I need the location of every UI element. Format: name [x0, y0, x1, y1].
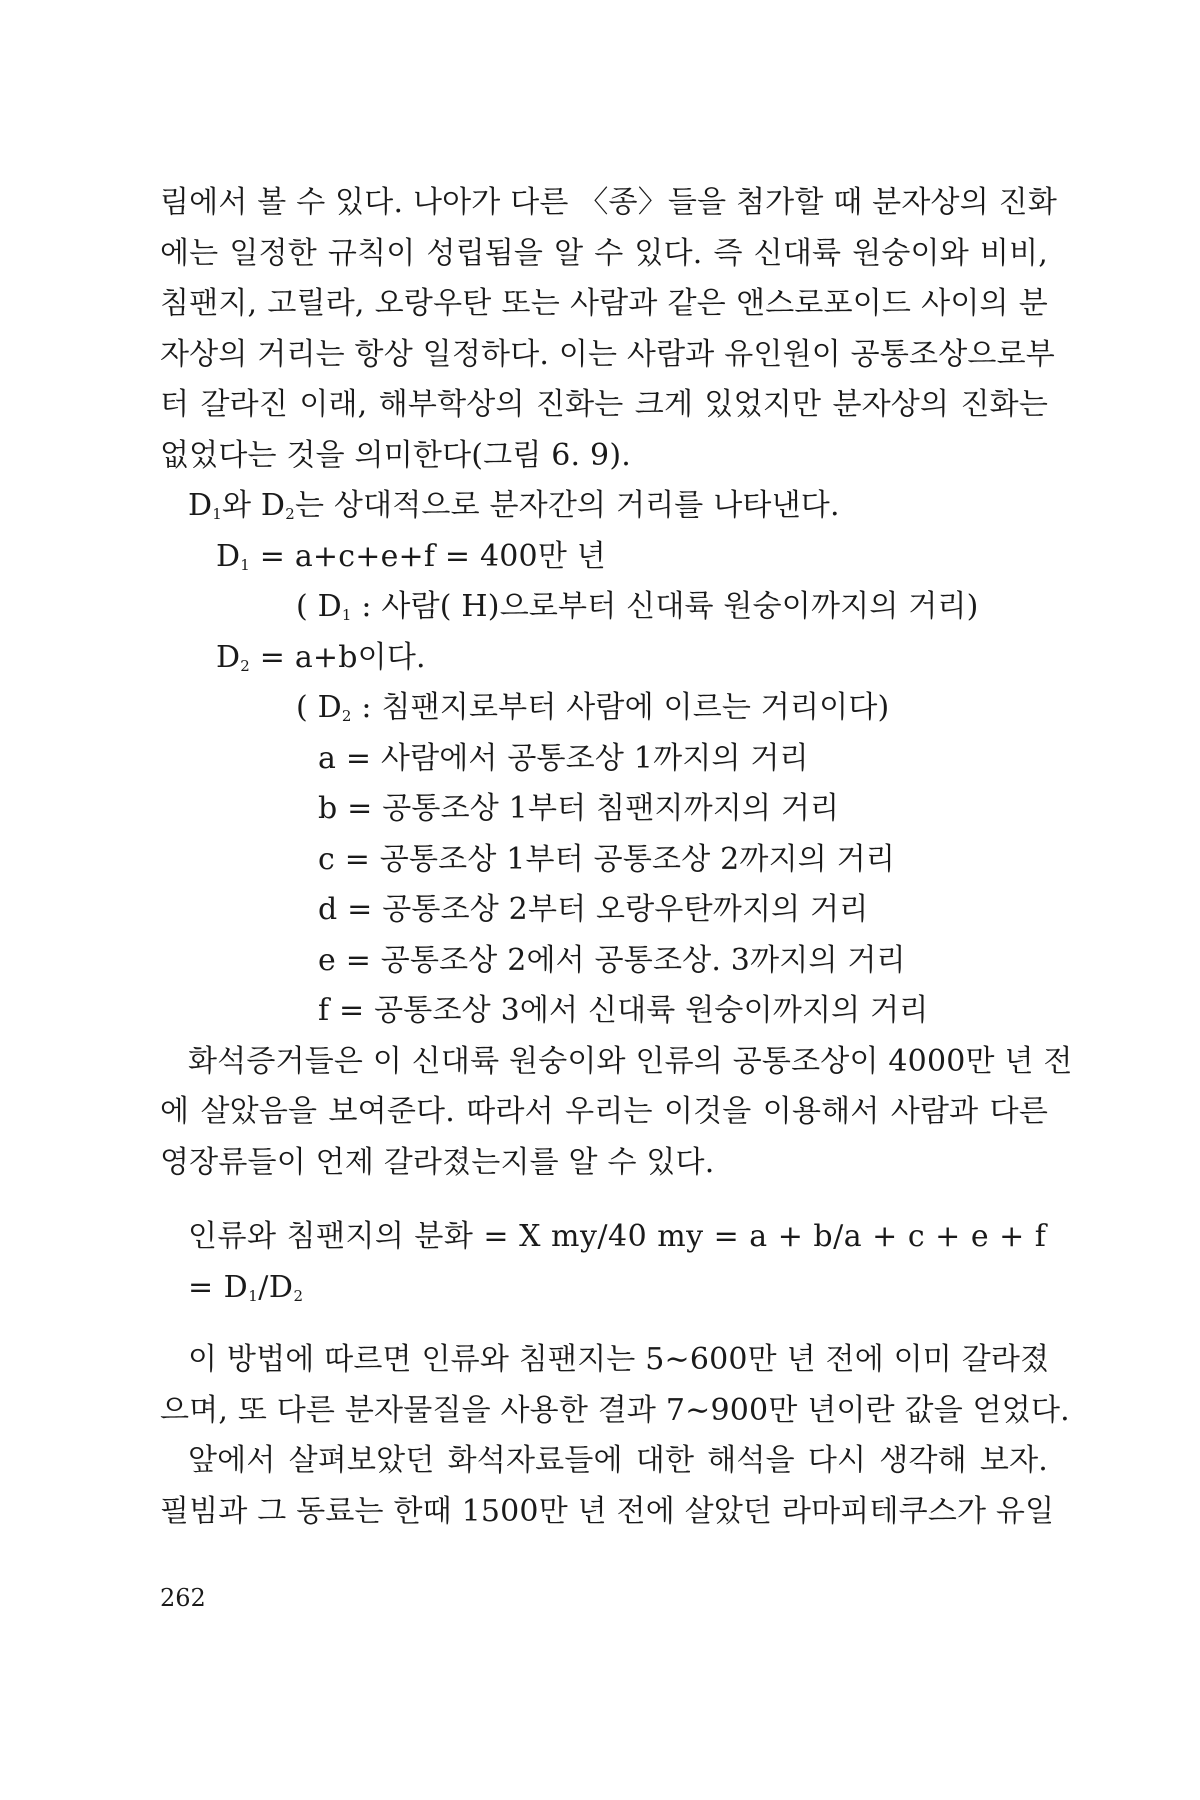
- text-span: = D: [188, 1269, 249, 1305]
- equation-text: = a+b이다.: [250, 639, 426, 675]
- definition-item: e = 공통조상 2에서 공통조상. 3까지의 거리: [318, 942, 906, 978]
- definition-item: a = 사람에서 공통조상 1까지의 거리: [318, 740, 809, 776]
- d2-note: [160, 683, 1048, 734]
- paragraph-1: [160, 178, 1057, 481]
- text-span: ( D: [296, 589, 342, 624]
- definition-item: b = 공통조상 1부터 침팬지까지의 거리: [318, 791, 840, 826]
- d1-equation: [160, 532, 1048, 583]
- symbol-d: D: [216, 538, 241, 574]
- formula-line: 인류와 침팬지의 분화 = X my/40 my = a + b/a + c + e + f: [188, 1219, 1047, 1254]
- subscript: 2: [341, 707, 352, 725]
- subscript: 2: [285, 505, 295, 523]
- text-line: 터 갈라진 이래, 해부학상의 진화는 크게 있었지만 분자상의 진화는: [160, 387, 1048, 422]
- text-line: 앞에서 살펴보았던 화석자료들에 대한 해석을 다시 생각해 보자.: [188, 1443, 1048, 1478]
- subscript: 1: [341, 606, 352, 624]
- text-line: 에 살았음을 보여준다. 따라서 우리는 이것을 이용해서 사람과 다른: [160, 1094, 1048, 1129]
- paragraph-3: [160, 1335, 1070, 1436]
- text-span: : 침팬지로부터 사람에 이르는 거리이다): [351, 690, 890, 725]
- subscript: 1: [212, 505, 223, 523]
- definition-item: c = 공통조상 1부터 공통조상 2까지의 거리: [318, 841, 896, 877]
- subscript: 2: [240, 656, 251, 675]
- subscript: 2: [293, 1286, 304, 1305]
- definition-list: [160, 734, 1048, 1037]
- text-line: 침팬지, 고릴라, 오랑우탄 또는 사람과 같은 앤스로포이드 사이의 분: [160, 286, 1048, 321]
- text-line: 으며, 또 다른 분자물질을 사용한 결과 7∼900만 년이란 값을 얻었다.: [160, 1392, 1070, 1428]
- text-span: 와 D: [222, 488, 286, 523]
- d2-equation: [160, 633, 1048, 684]
- symbol-d: D: [216, 639, 241, 675]
- text-span: : 사람( H)으로부터 신대륙 원숭이까지의 거리): [351, 589, 979, 624]
- definition-item: f = 공통조상 3에서 신대륙 원숭이까지의 거리: [318, 993, 929, 1028]
- text-line: 림에서 볼 수 있다. 나아가 다른 〈종〉들을 첨가할 때 분자상의 진화: [160, 185, 1057, 220]
- text-line: 이 방법에 따르면 인류와 침팬지는 5∼600만 년 전에 이미 갈라졌: [188, 1342, 1050, 1377]
- text-span: ( D: [296, 690, 342, 725]
- body-text: [160, 178, 1073, 1537]
- text-line: 에는 일정한 규칙이 성립됨을 알 수 있다. 즉 신대륙 원숭이와 비비,: [160, 235, 1048, 271]
- text-span: /D: [258, 1269, 294, 1305]
- paragraph-4: [160, 1436, 1055, 1537]
- paragraph-2: [160, 1037, 1073, 1189]
- page-number: 262: [160, 1584, 206, 1612]
- text-line: 없었다는 것을 의미한다(그림 6. 9).: [160, 437, 631, 473]
- definition-item: d = 공통조상 2부터 오랑우탄까지의 거리: [318, 892, 869, 927]
- text-line: 화석증거들은 이 신대륙 원숭이와 인류의 공통조상이 4000만 년 전: [188, 1043, 1073, 1079]
- d1-note: [160, 582, 1048, 633]
- distance-intro: [160, 481, 1048, 532]
- formula-line: [160, 1263, 1048, 1314]
- text-span: 는 상대적으로 분자간의 거리를 나타낸다.: [294, 488, 840, 523]
- text-line: 자상의 거리는 항상 일정하다. 이는 사람과 유인원이 공통조상으로부: [160, 336, 1055, 372]
- divergence-formula: [160, 1212, 1048, 1313]
- text-line: 필빔과 그 동료는 한때 1500만 년 전에 살았던 라마피테쿠스가 유일: [160, 1493, 1055, 1529]
- text-line: 영장류들이 언제 갈라졌는지를 알 수 있다.: [160, 1144, 715, 1180]
- subscript: 1: [240, 555, 251, 574]
- symbol-d: D: [188, 488, 213, 523]
- subscript: 1: [248, 1286, 259, 1305]
- equation-text: = a+c+e+f = 400만 년: [250, 538, 606, 574]
